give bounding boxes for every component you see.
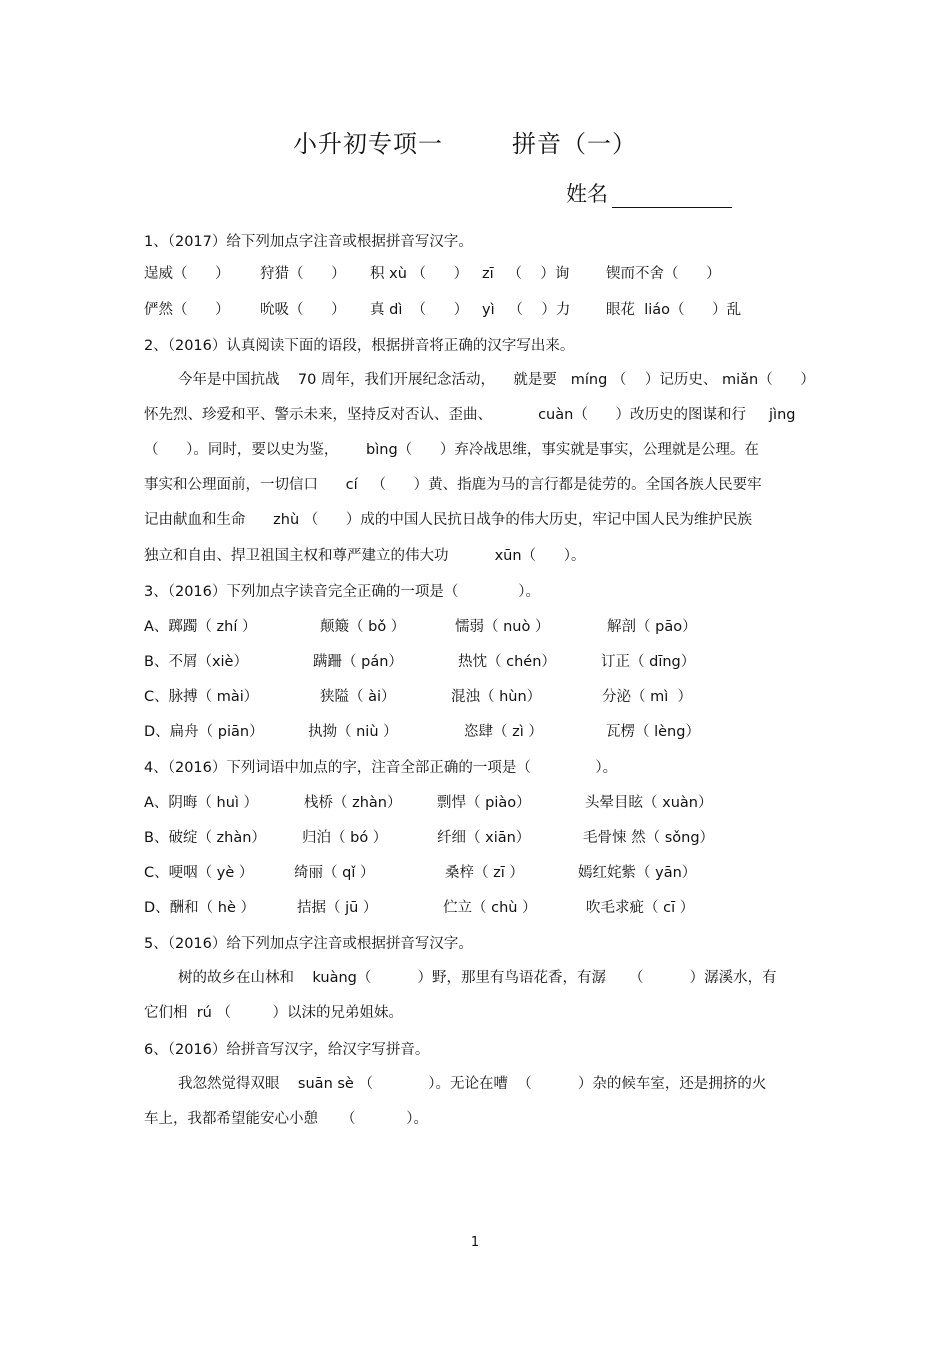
q1-item: 眼花 liáo（ ）乱 (606, 302, 742, 318)
q4-option: 嫣红姹紫（ yān） (578, 865, 697, 881)
q3-option: 分泌（ mì ） (602, 689, 692, 705)
q3-header: 3、（2016）下列加点字读音完全正确的一项是（ ）。 (144, 584, 541, 600)
q6-line: 我忽然觉得双眼 suān sè （ ）。无论在嘈 （ ）杂的候车室，还是拥挤的火 (178, 1076, 767, 1092)
q4-header: 4、（2016）下列词语中加点的字，注音全部正确的一项是（ ）。 (144, 760, 618, 776)
q4-option: 头晕目眩（ xuàn） (585, 795, 713, 811)
q3-option: 颠簸（ bǒ ） (320, 619, 406, 635)
q5-line: 树的故乡在山林和 kuàng（ ）野，那里有鸟语花香，有潺 （ ）潺溪水，有 (178, 970, 777, 986)
q4-option: A、阴晦（ huì ） (144, 795, 259, 811)
page-title: 小升初专项一 拼音（一） (292, 130, 638, 158)
q4-option: 绮丽（ qǐ ） (294, 865, 375, 881)
q2-line: 独立和自由、捍卫祖国主权和尊严建立的伟大功 xūn（ ）。 (144, 548, 586, 564)
q4-option: 剽悍（ piào） (437, 795, 531, 811)
q3-option: 解剖（ pāo） (607, 619, 697, 635)
q2-line: 记由献血和生命 zhù （ ）成的中国人民抗日战争的伟大历史，牢记中国人民为维护民族 (144, 512, 752, 528)
q2-line: 怀先烈、珍爱和平、警示未来，坚持反对否认、歪曲、 cuàn（ ）改历史的图谋和行 jìng (144, 407, 796, 423)
q4-option: 归泊（ bó ） (302, 830, 388, 846)
name-label: 姓名 (566, 182, 608, 206)
q1-header: 1、（2017）给下列加点字注音或根据拼音写汉字。 (144, 234, 473, 250)
q3-option: 热忱（ chén） (458, 654, 556, 670)
q3-option: A、踯躅（ zhí ） (144, 619, 257, 635)
q3-option: 混浊（ hùn） (451, 689, 542, 705)
q1-item: 狩猎（ ） (260, 266, 346, 282)
q3-option: 订正（ dīng） (601, 654, 696, 670)
q1-item: 俨然（ ） (144, 302, 230, 318)
q4-option: 毛骨悚 然（ sǒng） (583, 830, 715, 846)
q1-item: zī （ ）询 (482, 266, 570, 282)
q1-item: 吮吸（ ） (260, 302, 346, 318)
q5-header: 5、（2016）给下列加点字注音或根据拼音写汉字。 (144, 936, 473, 952)
q3-option: 执拗（ niù ） (308, 724, 398, 740)
q3-option: C、脉搏（ mài） (144, 689, 259, 705)
q1-item: 逞威（ ） (144, 266, 230, 282)
name-field (566, 178, 732, 208)
q1-item: 积 xù （ ） (370, 266, 469, 282)
q4-option: 吹毛求疵（ cī ） (586, 900, 695, 916)
q4-option: 桑梓（ zī ） (445, 865, 524, 881)
q6-line: 车上，我都希望能安心小憩 （ ）。 (144, 1111, 428, 1127)
q3-option: 懦弱（ nuò ） (455, 619, 550, 635)
q3-option: 瓦楞（ lèng） (606, 724, 700, 740)
q4-option: C、哽咽（ yè ） (144, 865, 254, 881)
q4-option: 栈桥（ zhàn） (304, 795, 402, 811)
q4-option: 拮据（ jū ） (297, 900, 378, 916)
q3-option: B、不屑（xiè） (144, 654, 248, 670)
q2-line: （ ）。同时，要以史为鉴， bìng（ ）弃冷战思维，事实就是事实，公理就是公理。在 (144, 442, 759, 458)
q6-header: 6、（2016）给拼音写汉字，给汉字写拼音。 (144, 1042, 430, 1058)
q3-option: D、扁舟（ piān） (144, 724, 264, 740)
q2-line: 事实和公理面前，一切信口 cí （ ）黄、指鹿为马的言行都是徒劳的。全国各族人民要牢 (144, 477, 762, 493)
q4-option: D、酬和（ hè ） (144, 900, 255, 916)
q2-header: 2、（2016）认真阅读下面的语段，根据拼音将正确的汉字写出来。 (144, 338, 575, 354)
q4-option: B、破绽（ zhàn） (144, 830, 266, 846)
q1-item: 真 dì （ ） (370, 302, 469, 318)
q3-option: 狭隘（ ài） (320, 689, 396, 705)
page-number: 1 (470, 1235, 480, 1250)
q1-item: yì （ ）力 (482, 302, 571, 318)
q4-option: 纤细（ xiān） (437, 830, 531, 846)
q2-line: 今年是中国抗战 70 周年，我们开展纪念活动， 就是要 míng （ ）记历史、 miǎn（ ） (178, 372, 815, 388)
q5-line: 它们相 rú （ ）以沫的兄弟姐妹。 (144, 1005, 403, 1021)
q3-option: 恣肆（ zì ） (464, 724, 543, 740)
q1-item: 锲而不舍（ ） (606, 266, 721, 282)
name-blank (612, 185, 732, 208)
q3-option: 蹒跚（ pán） (313, 654, 403, 670)
q4-option: 伫立（ chù ） (443, 900, 537, 916)
